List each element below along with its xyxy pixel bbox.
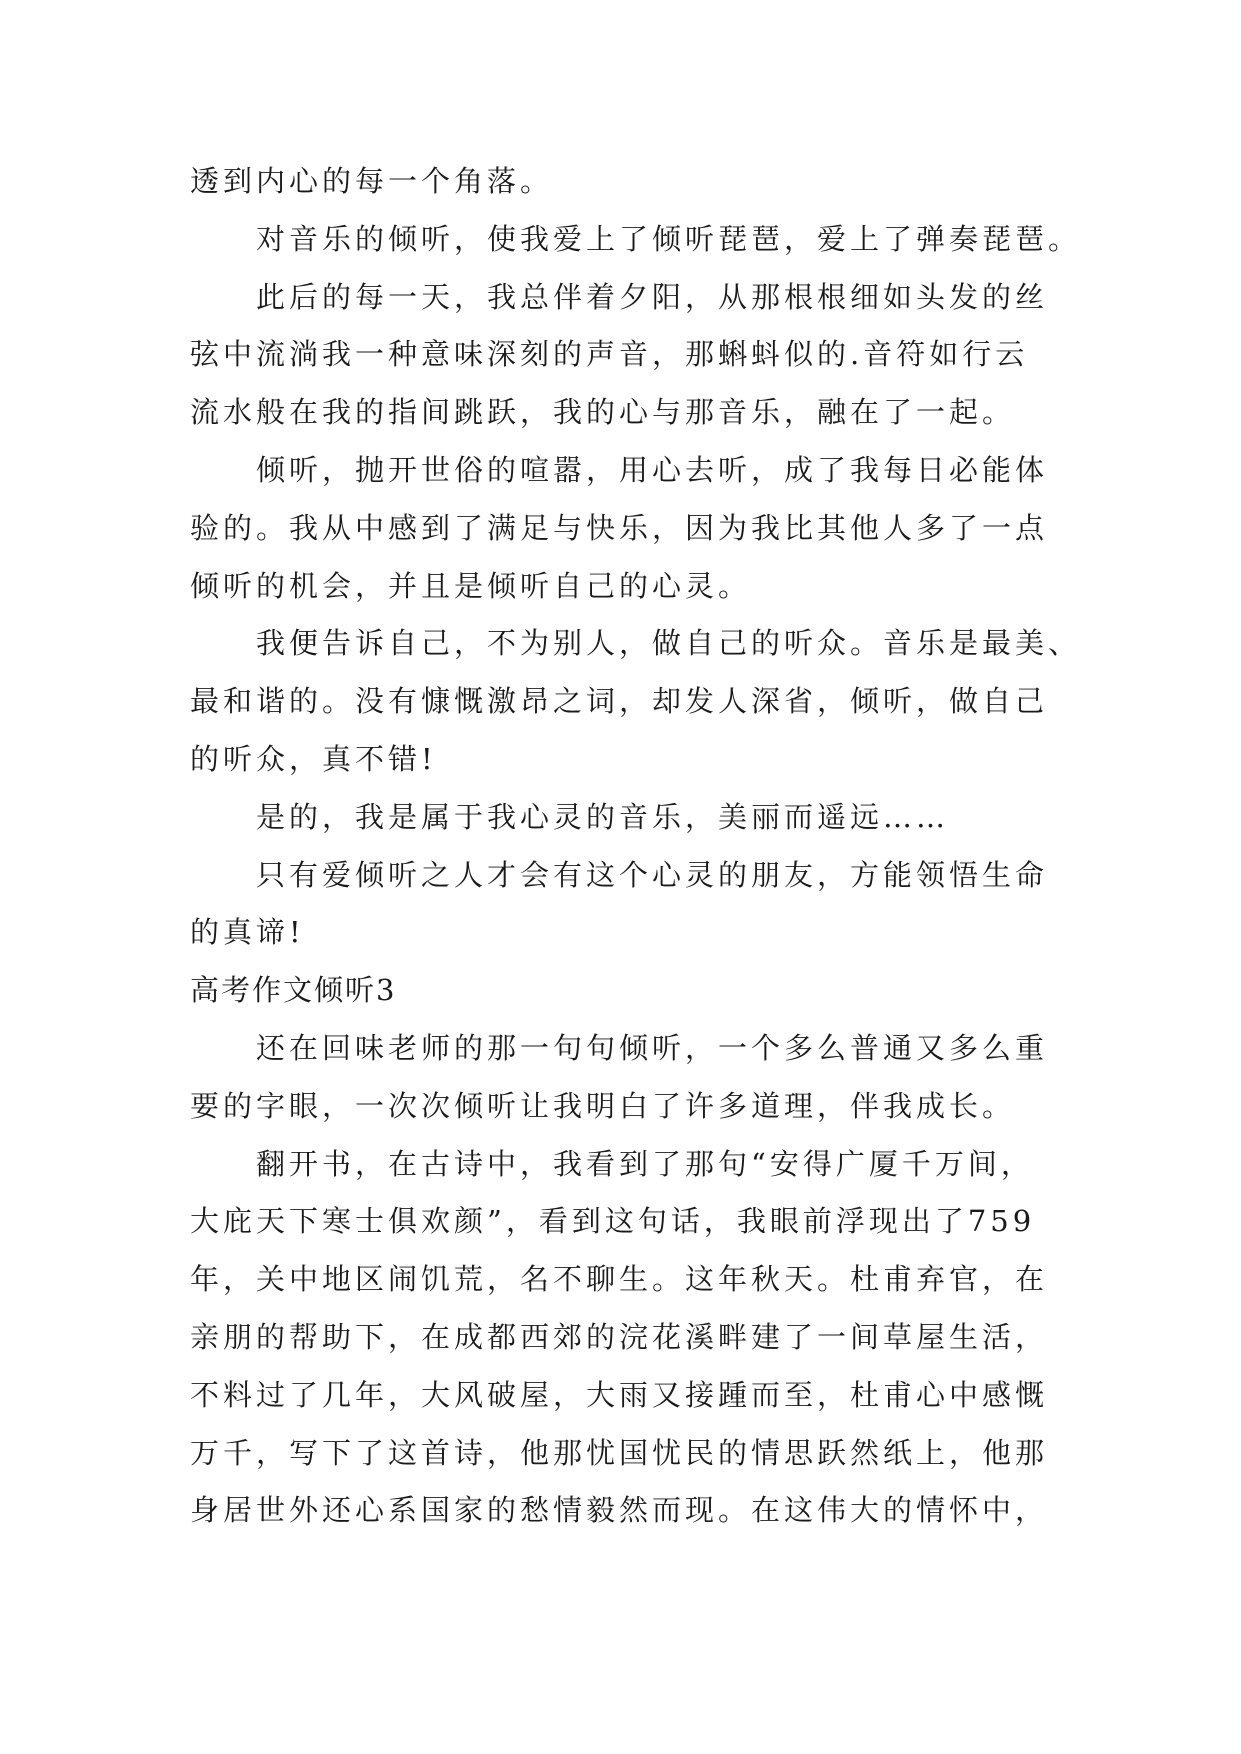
text-line: 亲朋的帮助下，在成都西郊的浣花溪畔建了一间草屋生活， <box>190 1319 1049 1354</box>
text-line: 不料过了几年，大风破屋，大雨又接踵而至，杜甫心中感慨 <box>190 1377 1049 1412</box>
section-heading: 高考作文倾听3 <box>190 973 397 1008</box>
text-line: 的听众，真不错! <box>190 741 437 776</box>
paragraph-start-line: 还在回味老师的那一句句倾听，一个多么普通又多么重 <box>256 1030 1049 1065</box>
text-line: 验的。我从中感到了满足与快乐，因为我比其他人多了一点 <box>190 510 1049 545</box>
paragraph-start-line: 我便告诉自己，不为别人，做自己的听众。音乐是最美、 <box>256 626 1082 661</box>
paragraph-start-line: 只有爱倾听之人才会有这个心灵的朋友，方能领悟生命 <box>256 857 1049 892</box>
text-line: 流水般在我的指间跳跃，我的心与那音乐，融在了一起。 <box>190 395 1016 430</box>
text-line: 透到内心的每一个角落。 <box>190 164 554 198</box>
text-line: 倾听的机会，并且是倾听自己的心灵。 <box>190 568 752 603</box>
text-line: 的真谛! <box>190 915 305 950</box>
document-body <box>190 153 1082 1540</box>
text-line: 最和谐的。没有慷慨激昂之词，却发人深省，倾听，做自己 <box>190 684 1049 719</box>
text-line: 要的字眼，一次次倾听让我明白了许多道理，伴我成长。 <box>190 1088 1016 1123</box>
text-line: 身居世外还心系国家的愁情毅然而现。在这伟大的情怀中， <box>190 1493 1049 1528</box>
paragraph-start-line: 是的，我是属于我心灵的音乐，美丽而遥远…… <box>256 799 950 834</box>
paragraph-start-line: 此后的每一天，我总伴着夕阳，从那根根细如头发的丝 <box>256 279 1049 314</box>
text-line: 年，关中地区闹饥荒，名不聊生。这年秋天。杜甫弃官，在 <box>190 1262 1049 1297</box>
text-line: 万千，写下了这首诗，他那忧国忧民的情思跃然纸上，他那 <box>190 1435 1049 1470</box>
paragraph-start-line: 倾听，抛开世俗的喧嚣，用心去听，成了我每日必能体 <box>256 452 1049 487</box>
text-line: 弦中流淌我一种意味深刻的声音，那蝌蚪似的.音符如行云 <box>190 337 1029 372</box>
paragraph-start-line: 翻开书，在古诗中，我看到了那句“安得广厦千万间， <box>256 1146 1034 1181</box>
text-line: 大庇天下寒士俱欢颜”，看到这句话，我眼前浮现出了759 <box>190 1204 1036 1239</box>
paragraph-start-line: 对音乐的倾听，使我爱上了倾听琵琶，爱上了弹奏琵琶。 <box>256 221 1082 256</box>
